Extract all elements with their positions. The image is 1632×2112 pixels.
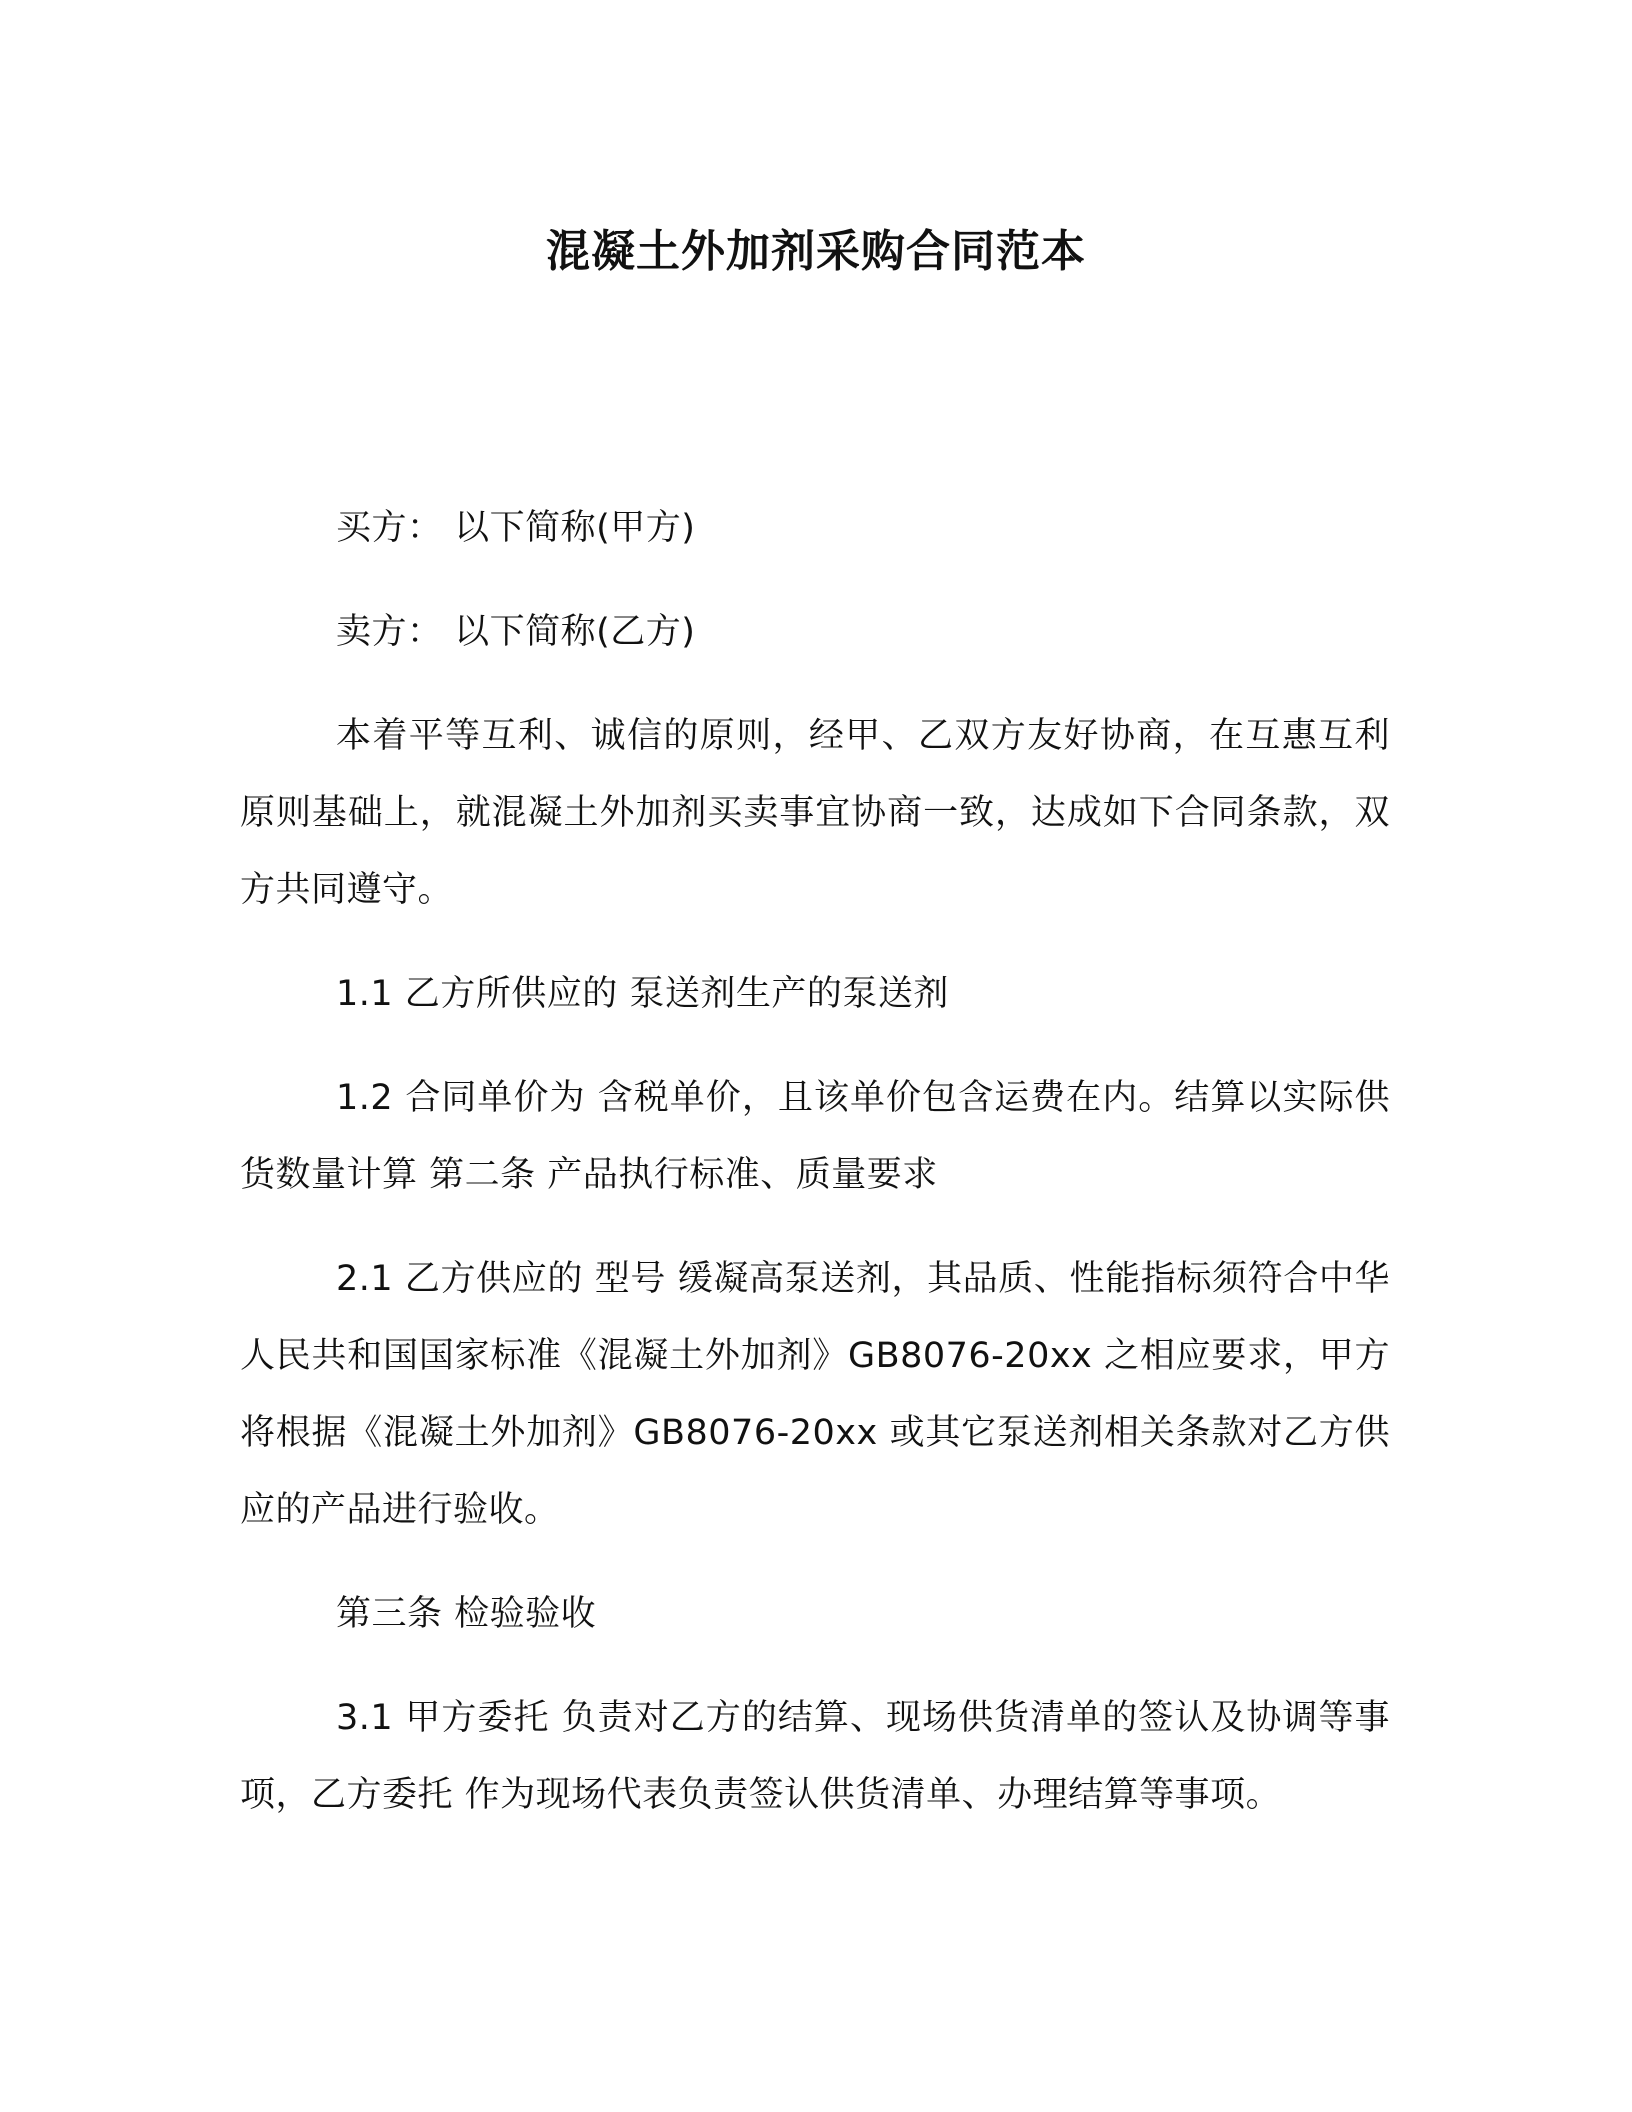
preamble-paragraph: 本着平等互利、诚信的原则，经甲、乙双方友好协商，在互惠互利原则基础上，就混凝土外加剂买卖事宜协商一致，达成如下合同条款，双方共同遵守。 xyxy=(240,716,1390,910)
clause-1-2: 1.2 合同单价为 含税单价，且该单价包含运费在内。结算以实际供货数量计算 第二条 产品执行标准、质量要求 xyxy=(240,1078,1390,1195)
document-body xyxy=(240,490,1390,1861)
section-3-heading: 第三条 检验验收 xyxy=(336,1594,597,1634)
document-title: 混凝土外加剂采购合同范本 xyxy=(546,226,1086,277)
seller-line: 卖方： 以下简称(乙方) xyxy=(336,612,696,652)
clause-3-1: 3.1 甲方委托 负责对乙方的结算、现场供货清单的签认及协调等事项，乙方委托 作为现场代表负责签认供货清单、办理结算等事项。 xyxy=(240,1698,1390,1815)
buyer-line: 买方： 以下简称(甲方) xyxy=(336,508,696,548)
clause-2-1: 2.1 乙方供应的 型号 缓凝高泵送剂，其品质、性能指标须符合中华人民共和国国家标准《混凝土外加剂》GB8076-20xx 之相应要求，甲方将根据《混凝土外加剂》GB8076-20xx 或其它泵送剂相关条款对乙方供应的产品进行验收。 xyxy=(240,1259,1390,1530)
clause-1-1: 1.1 乙方所供应的 泵送剂生产的泵送剂 xyxy=(336,974,949,1014)
